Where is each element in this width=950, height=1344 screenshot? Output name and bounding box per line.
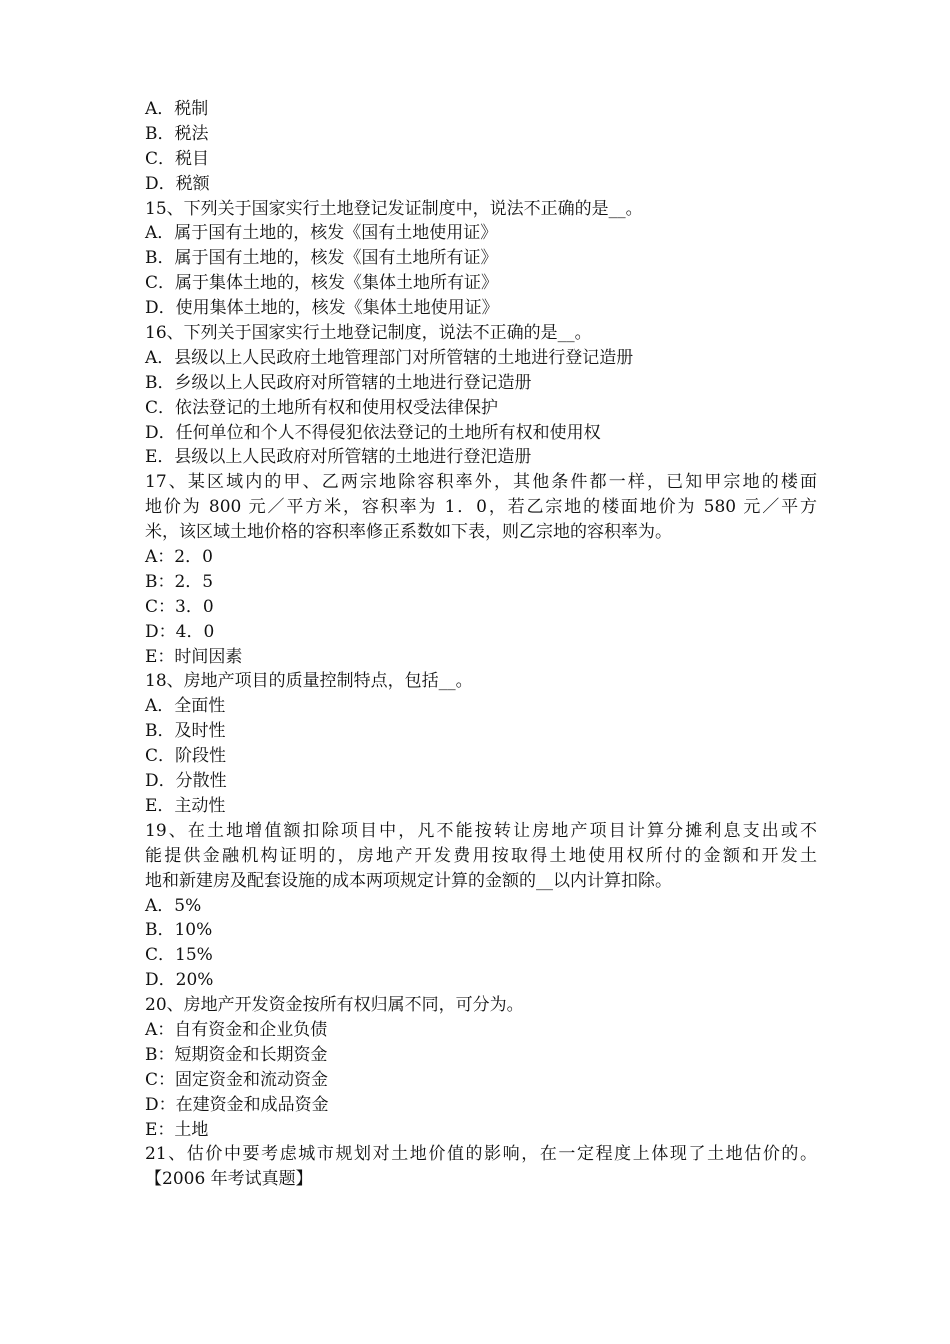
text-line: C：固定资金和流动资金 bbox=[145, 1069, 329, 1090]
text-line: A：自有资金和企业负债 bbox=[145, 1019, 328, 1040]
text-line: C．阶段性 bbox=[145, 746, 227, 767]
text-line: E：土地 bbox=[145, 1119, 209, 1140]
text-line: E．主动性 bbox=[145, 795, 226, 816]
text-line: B．税法 bbox=[145, 123, 209, 144]
text-line: 米，该区域土地价格的容积率修正系数如下表，则乙宗地的容积率为。 bbox=[145, 522, 672, 543]
text-line: D．使用集体土地的，核发《集体土地使用证》 bbox=[145, 298, 499, 319]
question-16: 16、下列关于国家实行土地登记制度，说法不正确的是__。 bbox=[145, 323, 592, 344]
question-21: 21、估价中要考虑城市规划对土地价值的影响，在一定程度上体现了土地估价的。 bbox=[145, 1144, 817, 1165]
text-line: 能提供金融机构证明的，房地产开发费用按取得土地使用权所付的金额和开发土 bbox=[145, 845, 817, 866]
text-line: A：2．0 bbox=[145, 547, 213, 568]
text-line: B：短期资金和长期资金 bbox=[145, 1044, 328, 1065]
text-line: 地和新建房及配套设施的成本两项规定计算的金额的__以内计算扣除。 bbox=[145, 870, 672, 891]
text-line: D．20% bbox=[145, 970, 214, 991]
text-line: A．税制 bbox=[145, 99, 209, 119]
text-line: 【2006 年考试真题】 bbox=[145, 1169, 313, 1190]
text-line: C．依法登记的土地所有权和使用权受法律保护 bbox=[145, 397, 499, 418]
text-line: A．属于国有土地的，核发《国有土地使用证》 bbox=[145, 223, 498, 244]
text-line: B．属于国有土地的，核发《国有土地所有证》 bbox=[145, 248, 498, 269]
text-line: C．属于集体土地的，核发《集体土地所有证》 bbox=[145, 273, 499, 294]
text-line: C．税目 bbox=[145, 148, 210, 169]
text-line: C．15% bbox=[145, 945, 213, 966]
text-line: A．全面性 bbox=[145, 696, 226, 717]
text-line: B：2．5 bbox=[145, 571, 214, 592]
text-line: A．县级以上人民政府土地管理部门对所管辖的土地进行登记造册 bbox=[145, 347, 634, 368]
text-line: D：在建资金和成品资金 bbox=[145, 1094, 329, 1115]
text-line: 地价为 800 元／平方米，容积率为 1．0，若乙宗地的楼面地价为 580 元／平方 bbox=[145, 497, 817, 518]
question-19: 19、在土地增值额扣除项目中，凡不能按转让房地产项目计算分摊利息支出或不 bbox=[145, 820, 817, 841]
text-line: E．县级以上人民政府对所管辖的土地进行登汜造册 bbox=[145, 447, 532, 468]
text-line: A．5% bbox=[145, 895, 202, 916]
text-line: D．任何单位和个人不得侵犯依法登记的土地所有权和使用权 bbox=[145, 422, 601, 443]
text-line: E：时间因素 bbox=[145, 646, 243, 667]
question-17: 17、某区域内的甲、乙两宗地除容积率外，其他条件都一样，已知甲宗地的楼面 bbox=[145, 472, 817, 493]
text-line: D：4．0 bbox=[145, 621, 215, 642]
document-body bbox=[145, 97, 817, 1192]
text-line: D．税额 bbox=[145, 173, 210, 194]
text-line: B．乡级以上人民政府对所管辖的土地进行登记造册 bbox=[145, 372, 532, 393]
text-line: B．10% bbox=[145, 920, 213, 941]
text-line: D．分散性 bbox=[145, 771, 227, 792]
question-15: 15、下列关于国家实行土地登记发证制度中，说法不正确的是__。 bbox=[145, 198, 643, 219]
question-18: 18、房地产项目的质量控制特点，包括__。 bbox=[145, 671, 473, 692]
text-line: B．及时性 bbox=[145, 721, 226, 742]
question-20: 20、房地产开发资金按所有权归属不同，可分为。 bbox=[145, 995, 524, 1016]
text-line: C：3．0 bbox=[145, 596, 214, 617]
